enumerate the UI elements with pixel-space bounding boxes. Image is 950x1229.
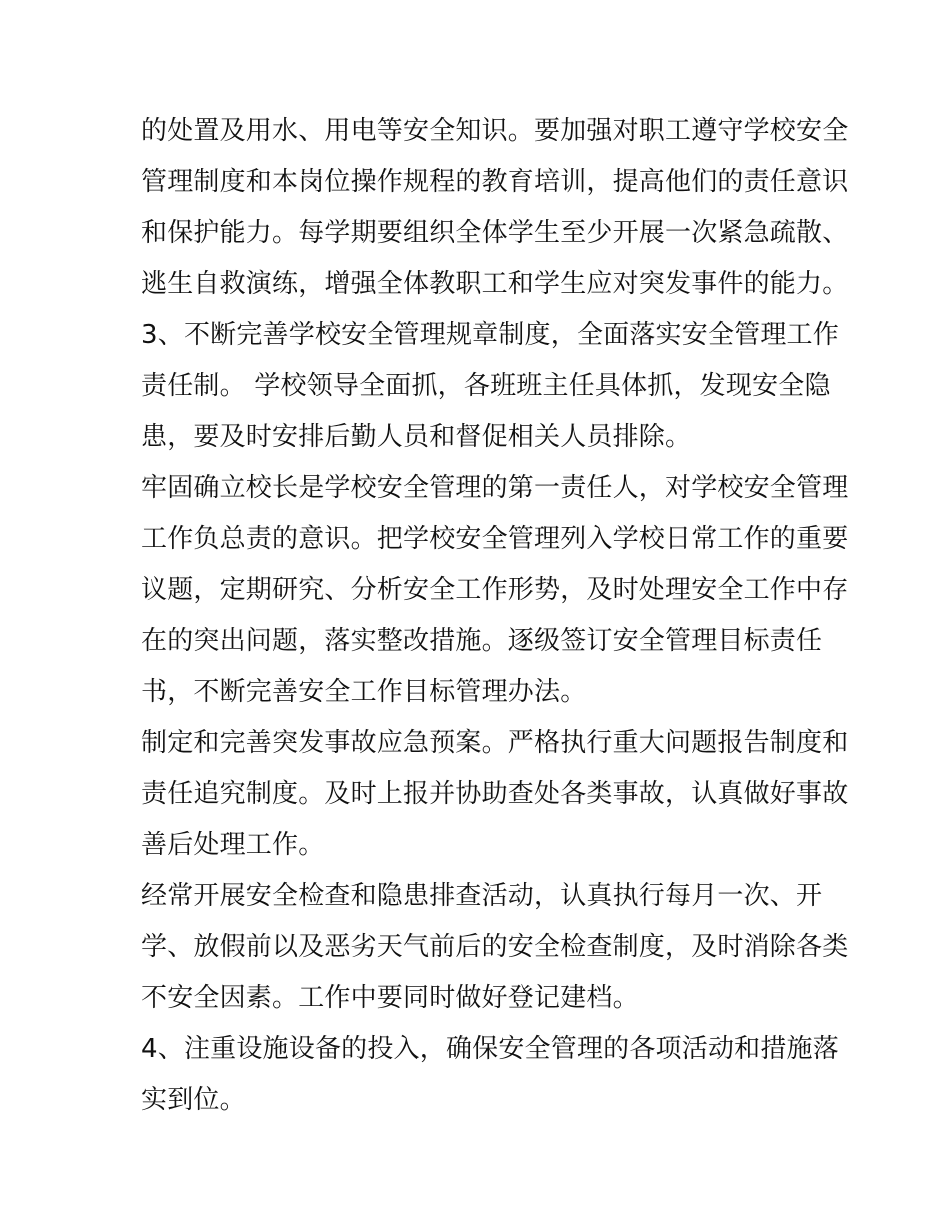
- text-line-19: 4、注重设施设备的投入，确保安全管理的各项活动和措施落: [141, 1034, 839, 1064]
- body-text: [141, 106, 849, 1126]
- text-line-5: 3、不断完善学校安全管理规章制度，全面落实安全管理工作: [141, 320, 839, 350]
- text-line-6: 责任制。 学校领导全面抓，各班班主任具体抓，发现安全隐: [141, 371, 831, 401]
- text-line-16: 经常开展安全检查和隐患排查活动，认真执行每月一次、开: [141, 881, 823, 911]
- text-line-15: 善后处理工作。: [141, 830, 325, 860]
- text-line-18: 不安全因素。工作中要同时做好登记建档。: [141, 983, 639, 1013]
- text-line-10: 议题，定期研究、分析安全工作形势，及时处理安全工作中存: [141, 575, 849, 605]
- text-line-9: 工作负总责的意识。把学校安全管理列入学校日常工作的重要: [141, 524, 849, 554]
- text-line-3: 和保护能力。每学期要组织全体学生至少开展一次紧急疏散、: [141, 218, 849, 248]
- text-line-20: 实到位。: [141, 1085, 246, 1115]
- text-line-4: 逃生自救演练，增强全体教职工和学生应对突发事件的能力。: [141, 269, 849, 299]
- text-line-11: 在的突出问题，落实整改措施。逐级签订安全管理目标责任: [141, 626, 823, 656]
- text-line-14: 责任追究制度。及时上报并协助查处各类事故，认真做好事故: [141, 779, 849, 809]
- text-line-2: 管理制度和本岗位操作规程的教育培训，提高他们的责任意识: [141, 167, 849, 197]
- text-line-7: 患，要及时安排后勤人员和督促相关人员排除。: [141, 422, 692, 452]
- text-line-8: 牢固确立校长是学校安全管理的第一责任人，对学校安全管理: [141, 473, 849, 503]
- text-line-13: 制定和完善突发事故应急预案。严格执行重大问题报告制度和: [141, 728, 849, 758]
- text-line-1: 的处置及用水、用电等安全知识。要加强对职工遵守学校安全: [141, 116, 849, 146]
- text-line-17: 学、放假前以及恶劣天气前后的安全检查制度，及时消除各类: [141, 932, 849, 962]
- text-line-12: 书，不断完善安全工作目标管理办法。: [141, 677, 587, 707]
